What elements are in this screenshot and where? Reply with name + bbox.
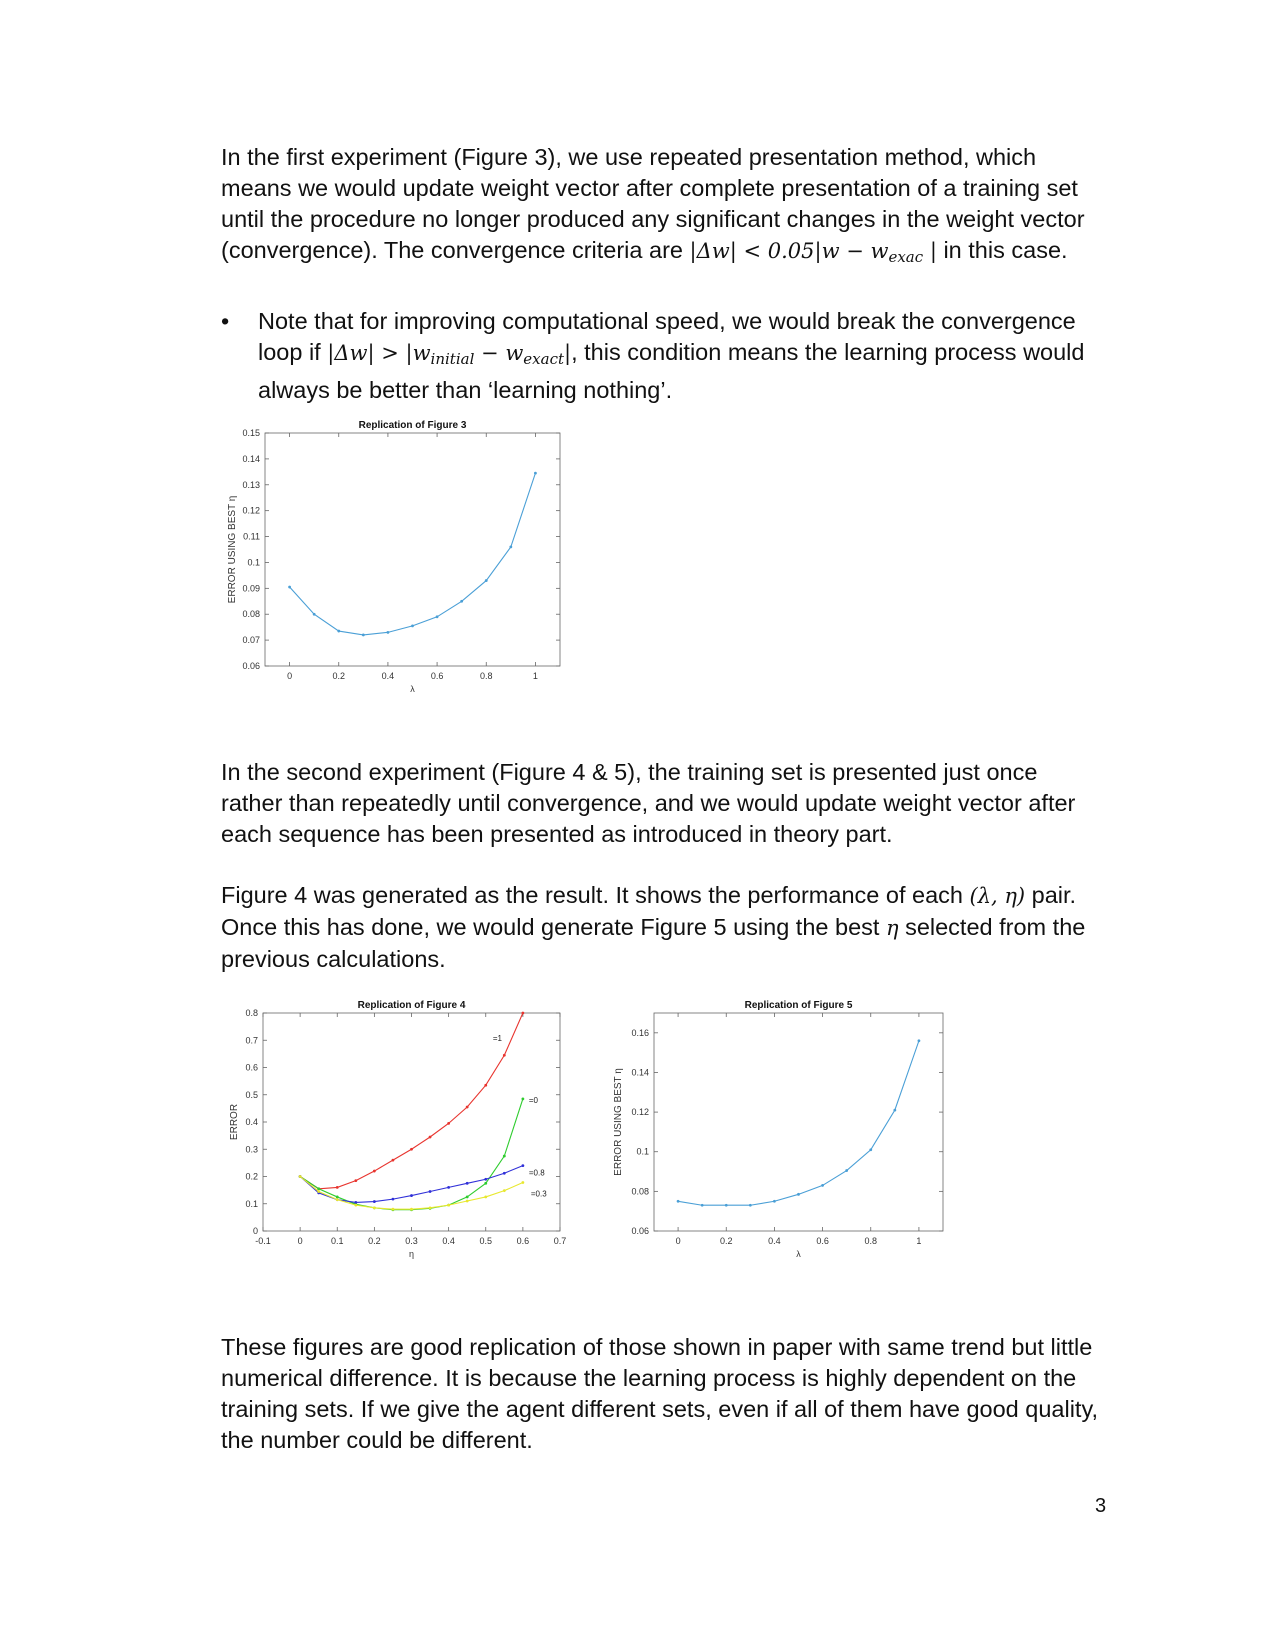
chart-title: Replication of Figure 3 [358,420,467,431]
data-point [466,1182,469,1185]
data-point [336,1198,339,1201]
paragraph-conclusion: These figures are good replication of those shown in paper with same trend but little numerical difference. It is because the learning process is highly dependent on the training sets. If we give the agent different sets, even if all of them have good quality, the number could be different. [221,1334,1098,1453]
x-tick-label: 0.6 [430,671,444,681]
y-tick-label: 0.2 [245,1171,258,1182]
y-axis-label: ERROR [229,1103,240,1141]
data-point [521,1181,524,1184]
x-tick-label: 0 [675,1236,681,1246]
series-label: =0.8 [528,1168,545,1178]
x-tick-label: 0.4 [442,1236,455,1246]
data-point [869,1148,872,1151]
data-point [466,1106,469,1109]
data-point [288,586,291,589]
data-point [392,1198,395,1201]
series-label: =0.3 [530,1189,547,1199]
data-point [701,1204,704,1207]
y-tick-label: 0.8 [245,1008,258,1018]
y-tick-label: 0 [252,1226,258,1236]
y-tick-label: 0.14 [242,453,260,464]
paragraph-figure-4: Figure 4 was generated as the result. It shows the performance of each (λ, η) pair. Once this has done, we would generate Figure 5 using the best η selected from the previous calculations. [221,882,1086,972]
data-point [521,1164,524,1167]
data-point [466,1200,469,1203]
x-tick-label: 0.5 [479,1236,493,1246]
x-tick-label: 0.1 [330,1236,344,1246]
chart-svg [613,1000,988,1295]
figure-4-chart [225,1000,605,1295]
y-tick-label: 0.7 [245,1035,258,1046]
chart-title: Replication of Figure 4 [357,1000,466,1011]
page-number: 3 [1095,1495,1107,1517]
paragraph-second-experiment: In the second experiment (Figure 4 & 5), the training set is presented just once rather than repeatedly until convergence, and we would update weight vector after each sequence has been presented as introduced in theory part. [221,759,1076,847]
y-tick-label: 0.08 [242,609,260,620]
x-tick-label: 0.6 [816,1236,829,1246]
data-point [773,1200,776,1203]
y-tick-label: 0.14 [631,1067,649,1078]
x-tick-label: 0.2 [332,671,346,681]
y-tick-label: 0.1 [636,1146,649,1157]
data-point [893,1109,896,1112]
eta-math: η [885,916,899,940]
y-tick-label: 0.16 [631,1027,649,1038]
data-point [373,1206,376,1209]
data-point [845,1169,848,1172]
data-point [725,1204,728,1207]
x-axis-label: λ [410,684,415,694]
data-point [677,1200,680,1203]
y-axis-label: ERROR USING BEST η [227,495,238,604]
plot-frame [265,433,560,666]
data-point [503,1155,506,1158]
data-point [354,1179,357,1182]
data-point [354,1204,357,1207]
data-point [466,1196,469,1199]
data-point [337,630,340,633]
figure-3-chart [225,420,590,710]
data-point [392,1159,395,1162]
y-tick-label: 0.06 [631,1226,649,1236]
intro-text: In the first experiment (Figure 3), we use repeated presentation method, which means we would update weight vector after complete presentation of a training set until the procedure no longer produced any significant changes in the weight vector (convergence). The convergence criteria are [221,144,1085,263]
data-point [429,1136,432,1139]
data-point [436,615,439,618]
data-point [387,631,390,634]
y-tick-label: 0.09 [242,583,260,594]
x-tick-label: 0.2 [368,1236,381,1246]
data-point [509,546,512,549]
y-tick-label: 0.4 [245,1117,258,1127]
data-point [484,1084,487,1087]
y-tick-label: 0.15 [242,428,260,438]
x-tick-label: 0 [297,1236,303,1246]
convergence-criteria-math: $|\Delta w| < 0.05|w - w_{exac}$ | [689,239,937,266]
y-tick-label: 0.12 [242,505,260,516]
y-tick-label: 0.3 [245,1144,258,1155]
data-point [429,1206,432,1209]
data-point [317,1187,320,1190]
data-point [429,1190,432,1193]
x-tick-label: 0.8 [864,1236,878,1246]
series-label: =0 [528,1095,538,1105]
x-tick-label: 0.3 [405,1236,418,1246]
y-tick-label: 0.12 [631,1107,649,1118]
data-point [410,1208,413,1211]
x-tick-label: 0.4 [381,671,395,681]
data-point [797,1193,800,1196]
x-tick-label: 1 [916,1236,922,1246]
data-point [503,1189,506,1192]
data-point [362,634,365,637]
series-label: =1 [492,1034,502,1043]
y-axis-label: ERROR USING BEST η [613,1068,624,1176]
x-tick-label: -0.1 [255,1236,271,1246]
y-tick-label: 0.5 [245,1089,258,1100]
data-point [484,1196,487,1199]
x-tick-label: 0.2 [719,1236,733,1246]
data-point [392,1208,395,1211]
chart-svg [225,420,590,710]
x-tick-label: 0.6 [516,1236,530,1246]
y-tick-label: 0.11 [243,531,260,542]
data-point [299,1175,302,1178]
y-tick-label: 0.1 [245,1198,258,1209]
lambda-eta-math: (λ, η) [969,884,1026,908]
data-point [484,1178,487,1181]
x-tick-label: 0 [287,671,293,681]
data-point [460,600,463,603]
paragraph-intro: In the first experiment (Figure 3), we use repeated presentation method, which means we would update weight vector after complete presentation of a training set until the procedure no longer produced any significant changes in the weight vector (convergence). The convergence criteria are $|\Delta w| < 0.05|w - w_{exac}$ | in this case. [221,144,1085,266]
y-tick-label: 0.1 [247,557,260,568]
x-axis-label: η [408,1249,415,1259]
data-point [336,1196,339,1199]
break-condition-math: $|\Delta w| > |w_{initial} - w_{exact}|$ [327,341,572,368]
data-point [373,1200,376,1203]
data-point [447,1186,450,1189]
data-point [521,1097,524,1100]
x-tick-label: 0.8 [479,671,493,681]
data-point [484,1182,487,1185]
x-tick-label: 0.4 [768,1236,781,1246]
x-tick-label: 1 [532,671,538,681]
figure-5-chart [613,1000,988,1295]
data-point [317,1190,320,1193]
y-tick-label: 0.13 [242,479,260,490]
bullet-text: Note that for improving computational speed, we would break the convergence loop if $|\Delta w| > |w_{initial} - w_{exact}|$, this condition means the learning process would always be better than ‘learning nothing’. [258,308,1085,403]
y-tick-label: 0.6 [245,1062,258,1073]
data-point [485,579,488,582]
x-tick-label: 0.7 [553,1236,567,1246]
data-point [749,1204,752,1207]
data-point [821,1184,824,1187]
data-point [503,1054,506,1057]
y-tick-label: 0.06 [242,661,260,671]
data-point [447,1122,450,1125]
y-tick-label: 0.07 [242,635,260,646]
bullet-icon: • [221,308,230,334]
data-point [521,1012,524,1015]
chart-title: Replication of Figure 5 [744,1000,853,1011]
data-point [354,1201,357,1204]
plot-frame [654,1013,943,1231]
data-point [410,1148,413,1151]
data-point [336,1186,339,1189]
data-point [410,1194,413,1197]
data-point [373,1170,376,1173]
y-tick-label: 0.08 [631,1186,649,1197]
chart-svg [225,1000,605,1295]
data-point [447,1204,450,1207]
data-point [313,613,316,616]
x-axis-label: λ [796,1249,801,1259]
data-point [918,1039,921,1042]
data-point [411,624,414,627]
data-point [534,472,537,475]
data-point [503,1172,506,1175]
